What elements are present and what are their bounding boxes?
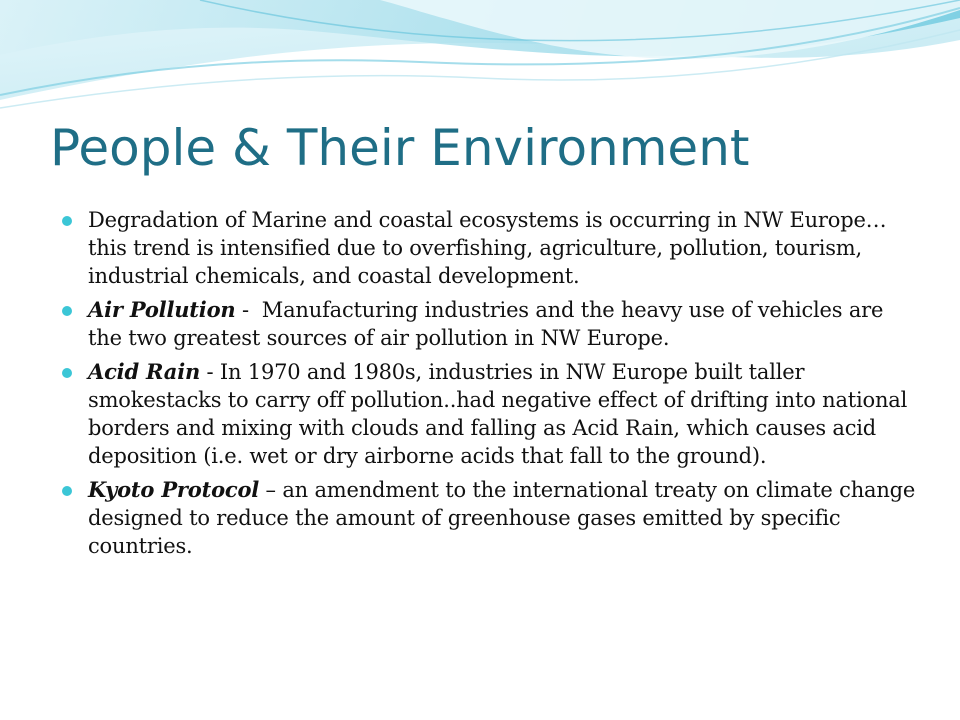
bullet-separator: – xyxy=(259,478,283,502)
bullet-text: In 1970 and 1980s, industries in NW Europe built taller smokestacks to carry off pollution..had negative effect of drifting into national borders and mixing with clouds and falling as Acid Rain, which causes acid deposition (i.e. wet or dry airborne acids that fall to the ground). xyxy=(88,360,908,468)
bullet-text: Manufacturing industries and the heavy use of vehicles are the two greatest sources of air pollution in NW Europe. xyxy=(88,298,884,350)
bullet-separator: - xyxy=(200,360,220,384)
bullet-separator: - xyxy=(235,298,262,322)
bullet-term: Kyoto Protocol xyxy=(88,477,260,502)
bullet-text: Degradation of Marine and coastal ecosystems is occurring in NW Europe…this trend is intensified due to overfishing, agriculture, pollution, tourism, industrial chemicals, and coastal development. xyxy=(88,208,887,288)
wave-decoration xyxy=(0,0,960,130)
bullet-term: Acid Rain xyxy=(88,359,201,384)
bullet-term: Air Pollution xyxy=(88,297,236,322)
slide-title: People & Their Environment xyxy=(50,119,750,177)
bullet-dot-icon xyxy=(62,306,72,316)
bullet-item xyxy=(88,206,918,290)
bullet-text: an amendment to the international treaty on climate change designed to reduce the amount of greenhouse gases emitted by specific countries. xyxy=(88,478,916,558)
bullet-dot-icon xyxy=(62,216,72,226)
bullet-item xyxy=(88,296,918,352)
bullet-list xyxy=(88,206,918,566)
bullet-dot-icon xyxy=(62,368,72,378)
bullet-item xyxy=(88,358,918,470)
bullet-item xyxy=(88,476,918,560)
bullet-dot-icon xyxy=(62,486,72,496)
